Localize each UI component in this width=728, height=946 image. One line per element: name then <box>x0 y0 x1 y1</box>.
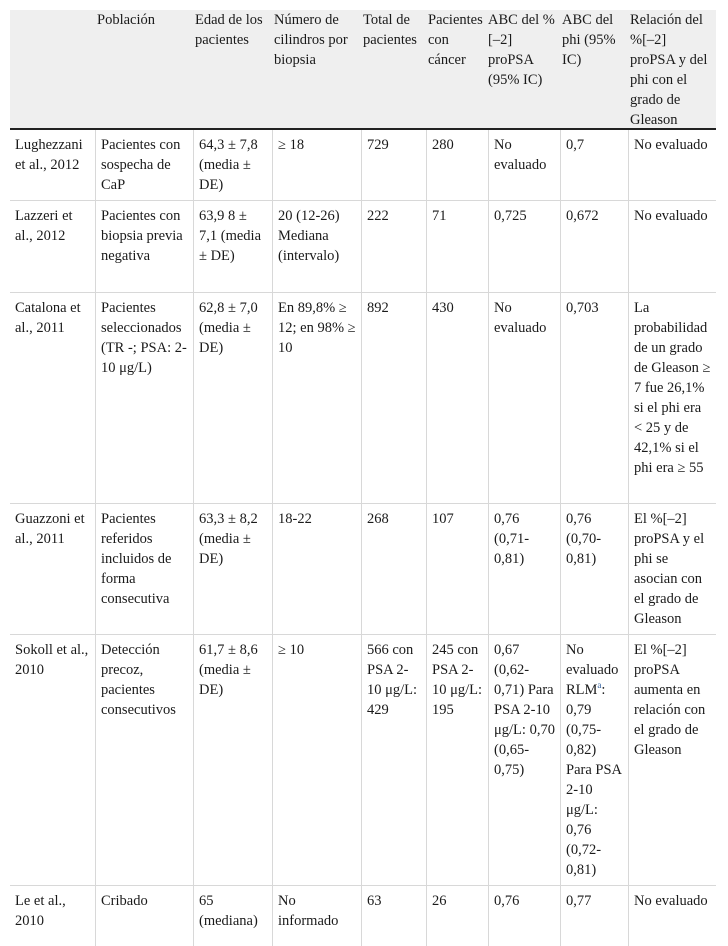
cell-cancer: 26 <box>426 886 488 946</box>
cell-auc-phi: 0,672 <box>560 201 628 292</box>
table-row <box>10 201 716 293</box>
header-cell-population: Población <box>97 12 155 28</box>
cell-cores: 20 (12-26) Mediana (intervalo) <box>272 201 361 292</box>
cell-population: Pacientes con sospecha de CaP <box>95 130 193 200</box>
table-row <box>10 293 716 504</box>
header-cell-cores: Número de cilindros por biopsia <box>274 12 348 68</box>
cell-cores: En 89,8% ≥ 12; en 98% ≥ 10 <box>272 293 361 503</box>
cell-gleason: No evaluado <box>628 886 716 946</box>
cell-auc-propsa: 0,76 <box>488 886 560 946</box>
cell-study: Lazzeri et al., 2012 <box>15 208 73 244</box>
cell-total: 63 <box>361 886 426 946</box>
cell-auc-phi-part-a: No evaluado <box>566 642 619 678</box>
cell-auc-propsa: No evaluado <box>488 130 560 200</box>
header-cell-cancer: Pacientes con cáncer <box>428 12 483 68</box>
cell-gleason: El %[–2] proPSA aumenta en relación con el grado de Gleason <box>628 635 716 885</box>
cell-total: 222 <box>361 201 426 292</box>
cell-study: Lughezzani et al., 2012 <box>15 137 83 173</box>
cell-cancer: 280 <box>426 130 488 200</box>
cell-total: 566 con PSA 2-10 μg/L: 429 <box>361 635 426 885</box>
cell-auc-propsa: 0,67 (0,62-0,71) Para PSA 2-10 μg/L: 0,70 (0,65-0,75) <box>488 635 560 885</box>
cell-cores: ≥ 10 <box>272 635 361 885</box>
header-cell-total: Total de pacientes <box>363 12 417 48</box>
footnote-a-link[interactable]: a <box>597 680 602 691</box>
table-row <box>10 504 716 635</box>
cell-auc-phi: 0,77 <box>560 886 628 946</box>
header-cell-auc-propsa: ABC del %[–2] proPSA (95% IC) <box>488 12 555 88</box>
cell-auc-phi: 0,7 <box>560 130 628 200</box>
cell-cores: 18-22 <box>272 504 361 634</box>
cell-population: Pacientes seleccionados (TR -; PSA: 2-10 μg/L) <box>95 293 193 503</box>
cell-total: 268 <box>361 504 426 634</box>
cell-gleason: La probabilidad de un grado de Gleason ≥ 7 fue 26,1% si el phi era < 25 y de 42,1% si el phi era ≥ 55 <box>628 293 716 503</box>
cell-gleason: El %[–2] proPSA y el phi se asocian con el grado de Gleason <box>628 504 716 634</box>
cell-gleason: No evaluado <box>628 201 716 292</box>
cell-population: Detección precoz, pacientes consecutivos <box>95 635 193 885</box>
cell-population: Pacientes referidos incluidos de forma consecutiva <box>95 504 193 634</box>
cell-age: 63,3 ± 8,2 (media ± DE) <box>193 504 272 634</box>
table-row <box>10 886 716 946</box>
cell-total: 892 <box>361 293 426 503</box>
cell-cancer: 430 <box>426 293 488 503</box>
cell-auc-phi <box>560 635 628 885</box>
cell-age: 63,9 8 ± 7,1 (media ± DE) <box>193 201 272 292</box>
cell-age: 62,8 ± 7,0 (media ± DE) <box>193 293 272 503</box>
cell-auc-phi-part-b: : 0,79 (0,75-0,82) Para PSA 2-10 μg/L: 0,76 (0,72-0,81) <box>566 682 622 878</box>
header-cell-study <box>10 10 95 128</box>
header-cell-auc-phi: ABC del phi (95% IC) <box>562 12 616 68</box>
cell-age: 64,3 ± 7,8 (media ± DE) <box>193 130 272 200</box>
cell-auc-phi-rlm: RLM <box>566 682 598 698</box>
cell-auc-phi: 0,703 <box>560 293 628 503</box>
cell-gleason: No evaluado <box>628 130 716 200</box>
cell-auc-propsa: No evaluado <box>488 293 560 503</box>
table-header-row <box>10 10 716 130</box>
cell-auc-propsa: 0,725 <box>488 201 560 292</box>
cell-population: Pacientes con biopsia previa negativa <box>95 201 193 292</box>
header-cell-gleason: Relación del %[–2] proPSA y del phi con el grado de Gleason <box>630 12 708 128</box>
cell-cancer: 71 <box>426 201 488 292</box>
cell-auc-propsa: 0,76 (0,71-0,81) <box>488 504 560 634</box>
table-row <box>10 635 716 886</box>
cell-study: Guazzoni et al., 2011 <box>15 511 85 547</box>
cell-cancer: 245 con PSA 2-10 μg/L: 195 <box>426 635 488 885</box>
cell-total: 729 <box>361 130 426 200</box>
cell-study: Le et al., 2010 <box>15 893 66 929</box>
cell-study: Sokoll et al., 2010 <box>15 642 89 678</box>
cell-study: Catalona et al., 2011 <box>15 300 81 336</box>
cell-cores: ≥ 18 <box>272 130 361 200</box>
cell-age: 65 (mediana) <box>193 886 272 946</box>
table-row <box>10 130 716 201</box>
cell-auc-phi: 0,76 (0,70-0,81) <box>560 504 628 634</box>
cell-age: 61,7 ± 8,6 (media ± DE) <box>193 635 272 885</box>
cell-population: Cribado <box>95 886 193 946</box>
cell-cores: No informado <box>272 886 361 946</box>
cell-cancer: 107 <box>426 504 488 634</box>
header-cell-age: Edad de los pacientes <box>195 12 263 48</box>
